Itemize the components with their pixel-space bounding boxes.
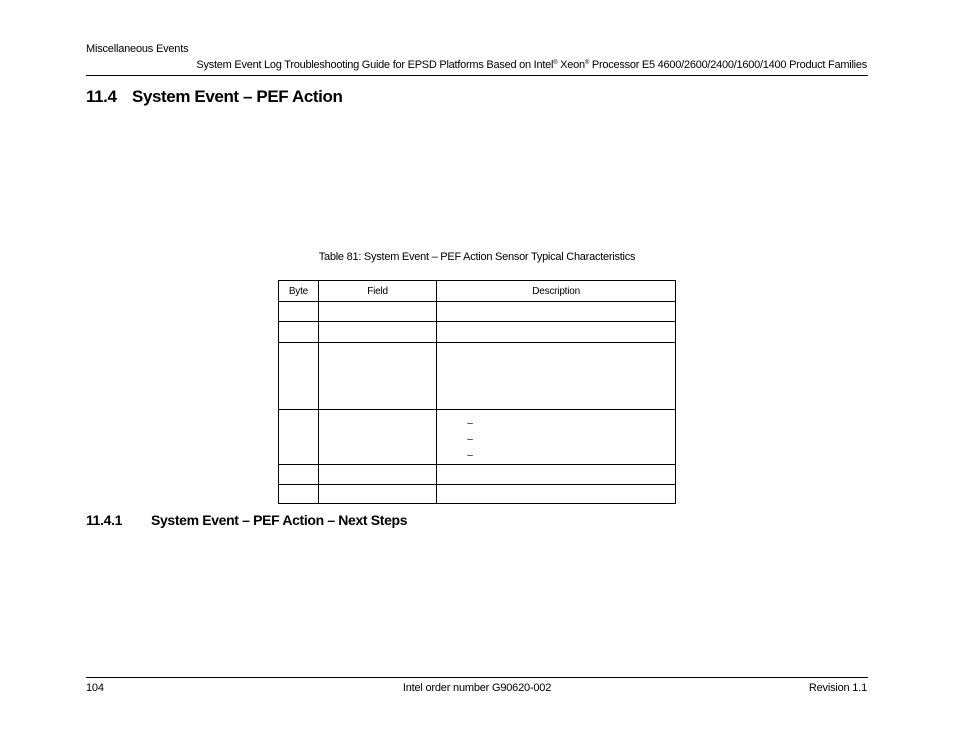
table-caption: Table 81: System Event – PEF Action Sensor Typical Characteristics [318, 251, 636, 263]
table-cell [318, 465, 436, 485]
registered-mark: ® [553, 60, 558, 66]
dash-item: – [467, 434, 473, 445]
page-number: 104 [86, 682, 104, 694]
table-cell [279, 343, 319, 410]
doc-title-part1: System Event Log Troubleshooting Guide for EPSD Platforms Based on Intel [196, 59, 554, 71]
table-cell [279, 302, 319, 322]
doc-title-part2: Xeon [557, 59, 585, 71]
table-cell [437, 302, 676, 322]
running-header-section: Miscellaneous Events [86, 43, 189, 55]
revision: Revision 1.1 [808, 682, 867, 694]
running-header-doc-title [196, 59, 867, 71]
section-title: System Event – PEF Action [132, 87, 343, 106]
header-rule [86, 75, 868, 76]
table-cell [437, 343, 676, 410]
table-cell [279, 410, 319, 465]
table-row [279, 322, 676, 343]
table-row [279, 410, 676, 465]
header-byte: Byte [279, 281, 319, 302]
dash-item: – [467, 418, 473, 429]
order-number: Intel order number G90620-002 [402, 682, 552, 694]
table-cell [318, 410, 436, 465]
table-cell [437, 485, 676, 504]
subsection-number: 11.4.1 [86, 512, 123, 528]
dash-list [437, 410, 675, 464]
table-cell [279, 465, 319, 485]
header-description: Description [437, 281, 676, 302]
table-cell-dash-list [437, 410, 676, 465]
table-row [279, 465, 676, 485]
table-row [279, 302, 676, 322]
footer-rule [86, 677, 868, 678]
table-cell [437, 322, 676, 343]
table-cell [279, 322, 319, 343]
table-row [279, 343, 676, 410]
table-cell [318, 343, 436, 410]
section-number: 11.4 [86, 87, 117, 106]
doc-title-part3: Processor E5 4600/2600/2400/1600/1400 Product Families [589, 59, 867, 71]
section-heading [86, 87, 342, 107]
dash-item: – [467, 450, 473, 461]
table-cell [279, 485, 319, 504]
table-cell [318, 485, 436, 504]
table-header-row [279, 281, 676, 302]
header-field: Field [318, 281, 436, 302]
table-cell [318, 322, 436, 343]
registered-mark-2: ® [584, 60, 590, 66]
table-row [279, 485, 676, 504]
table-cell [437, 465, 676, 485]
subsection-title: System Event – PEF Action – Next Steps [151, 512, 408, 528]
sensor-characteristics-table [278, 280, 676, 504]
table-cell [318, 302, 436, 322]
subsection-heading [86, 512, 407, 528]
